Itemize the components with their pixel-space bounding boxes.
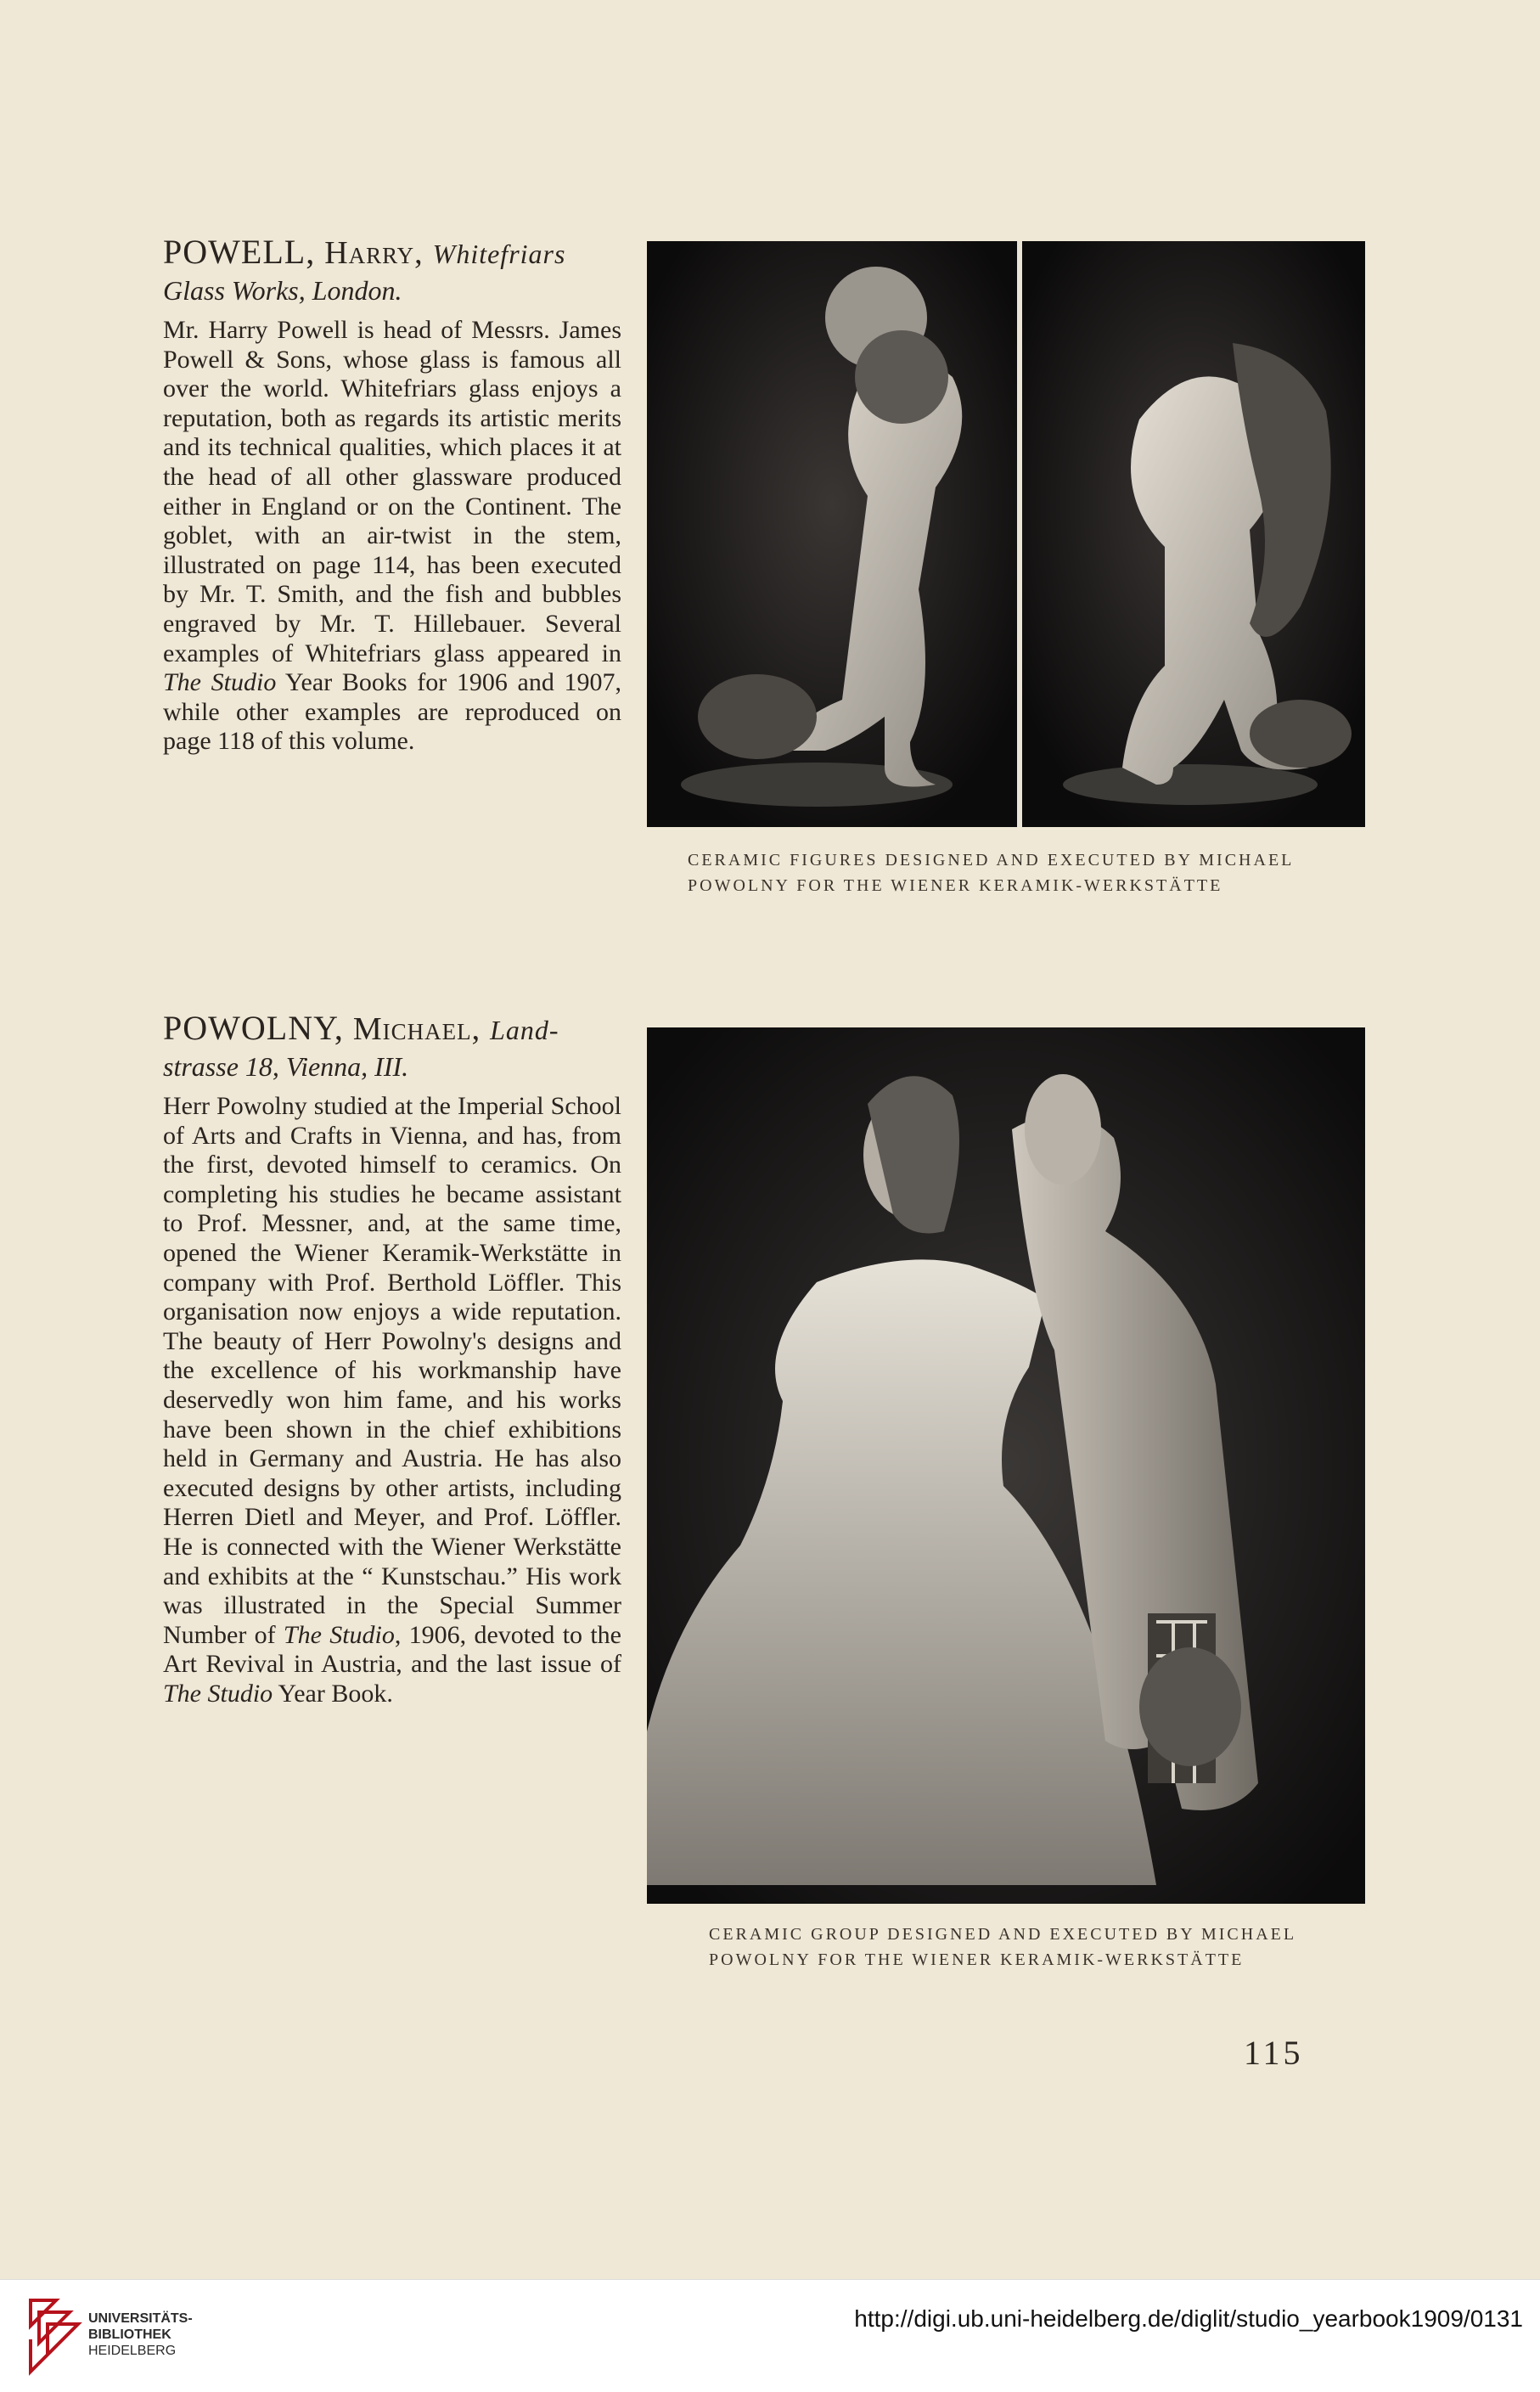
first-name: Michael, — [352, 1011, 481, 1047]
address-line-1: Whitefriars — [432, 239, 566, 269]
caption-ceramic-figures — [688, 847, 1294, 898]
ceramic-figures-image — [647, 241, 1365, 827]
caption-line-2: POWOLNY FOR THE WIENER KERAMIK-WERKSTÄTTE — [688, 876, 1223, 895]
body-italic: The Studio — [163, 668, 277, 697]
article-powell — [163, 234, 621, 757]
article-heading — [163, 1010, 621, 1048]
article-heading — [163, 234, 621, 272]
body-text: , 1906, devoted to the Art Revival in Austria, and the last issue of — [163, 1620, 621, 1679]
article-body — [163, 1092, 621, 1708]
photo-ceramic-figures — [647, 241, 1365, 827]
page-number: 115 — [1244, 2034, 1304, 2072]
body-text-end: Year Book. — [273, 1679, 393, 1708]
source-url-link[interactable]: http://digi.ub.uni-heidelberg.de/diglit/studio_yearbook1909/0131 — [854, 2305, 1523, 2332]
surname: POWOLNY, — [163, 1009, 344, 1047]
body-text: Herr Powolny studied at the Imperial School of Arts and Crafts in Vienna, and has, from the first, devoted himself to ceramics. On completing his studies he became assistant to Prof. Messner, and, at the same time, opened the Wiener Keramik-Werkstätte in company with Prof. Berthold Löffler. This organisation now enjoys a wide reputation. The beauty of Herr Powolny's designs and the excellence of his workmanship have deservedly won him fame, and his works have been shown in the chief exhibitions held in Germany and Austria. He has also executed designs by other artists, including Herren Dietl and Meyer, and Prof. Löffler. He is connected with the Wiener Werkstätte and exhibits at the “ Kunstschau.” His work was illustrated in the Special Summer Number of — [163, 1092, 621, 1649]
photo-ceramic-group — [647, 1027, 1365, 1904]
caption-line-1: CERAMIC GROUP DESIGNED AND EXECUTED BY MICHAEL — [709, 1925, 1297, 1944]
library-name — [88, 2310, 193, 2359]
caption-line-2: POWOLNY FOR THE WIENER KERAMIK-WERKSTÄTTE — [709, 1950, 1245, 1969]
library-name-line-3: HEIDELBERG — [88, 2344, 177, 2358]
body-italic: The Studio — [163, 1679, 273, 1708]
first-name: Harry, — [324, 235, 424, 271]
body-text-end: Year Books for 1906 and 1907, while other examples are reproduced on page 118 of this volume. — [163, 668, 621, 756]
digitization-footer — [0, 2279, 1540, 2392]
article-body — [163, 316, 621, 757]
library-name-line-1: UNIVERSITÄTS- — [88, 2311, 193, 2326]
address-line-2: Glass Works, London. — [163, 275, 402, 306]
surname: POWELL, — [163, 233, 316, 271]
body-text: Mr. Harry Powell is head of Messrs. James Powell & Sons, whose glass is famous all over the world. Whitefriars glass enjoys a reputation, both as regards its artistic merits and its technical qualities, which places it at the head of all other glassware produced either in England or on the Continent. The goblet, with an air-twist in the stem, illustrated on page 114, has been executed by Mr. T. Smith, and the fish and bubbles engraved by Mr. T. Hillebauer. Several examples of Whitefriars glass appeared in — [163, 316, 621, 667]
library-logo-icon — [22, 2295, 83, 2377]
ceramic-group-image — [647, 1027, 1365, 1904]
address-line-1: Land- — [490, 1015, 559, 1045]
caption-ceramic-group — [709, 1922, 1296, 1973]
library-name-line-2: BIBLIOTHEK — [88, 2327, 171, 2342]
address-line-2: strasse 18, Vienna, III. — [163, 1051, 409, 1082]
article-powolny — [163, 1010, 621, 1708]
caption-line-1: CERAMIC FIGURES DESIGNED AND EXECUTED BY MICHAEL — [688, 851, 1295, 870]
body-italic: The Studio — [283, 1620, 395, 1649]
